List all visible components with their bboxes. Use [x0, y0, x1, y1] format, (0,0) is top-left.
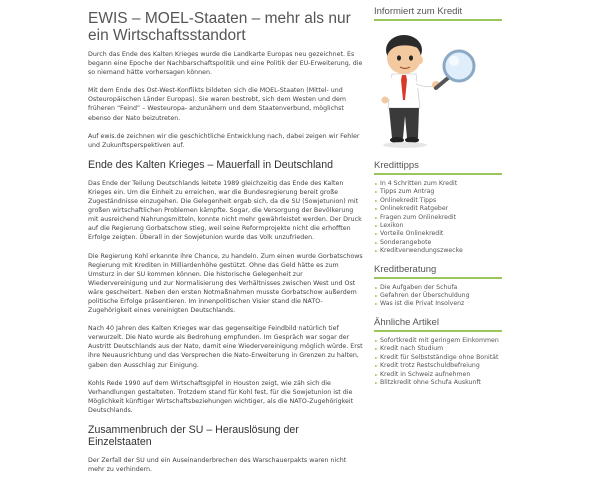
- sidebar-link[interactable]: Blitzkredit ohne Schufa Auskunft: [374, 379, 502, 387]
- sidebar-link[interactable]: Kredit nach Studium: [374, 345, 502, 353]
- sidebar-link[interactable]: Kredit trotz Restschuldbefreiung: [374, 362, 502, 370]
- sidebar-link[interactable]: Sonderangebote: [374, 239, 502, 247]
- section-paragraph: Der Zerfall der SU und ein Auseinanderbrechen des Warschauerpakts waren nicht mehr zu verhindern.: [88, 457, 347, 474]
- section-paragraph: Kohls Rede 1990 auf dem Wirtschaftsgipfel in Houston zeigt, wie zäh sich die Verhandlungen gestalteten. Trotzdem stand für Kohl fest, für die Sowjetunion ist die Möglichkeit künftiger Wirtschaftsbeziehungen wichtiger, als die NATO-Zugehörigkeit Deutschlands.: [88, 379, 354, 414]
- sidebar-link[interactable]: In 4 Schritten zum Kredit: [374, 180, 502, 188]
- sidebar-link[interactable]: Fragen zum Onlinekredit: [374, 214, 502, 222]
- related-list: [374, 337, 502, 387]
- sidebar-link[interactable]: Kreditverwendungszwecke: [374, 247, 502, 255]
- intro-paragraph: Mit dem Ende des Ost-West-Konflikts bildeten sich die MOEL-Staaten (Mittel- und Osteuropäischen Länder Europas). Sie waren bestrebt, sich dem Westen und dem früheren “Feind” – Westeuropa- anzunähern und dem Staatenverbund, möglichst ebenso der Nato beizutreten.: [88, 87, 346, 122]
- sidebar-link[interactable]: Was ist die Privat Insolvenz: [374, 300, 502, 308]
- sidebar-link[interactable]: Kredit in Schweiz aufnehmen: [374, 371, 502, 379]
- sidebar-heading-tips: Kredittipps: [374, 160, 502, 175]
- sidebar: [374, 6, 502, 395]
- sidebar-link[interactable]: Gefahren der Überschuldung: [374, 292, 502, 300]
- page-title: EWIS – MOEL-Staaten – mehr als nur ein Wirtschaftsstandort: [88, 10, 351, 44]
- tips-list: [374, 180, 502, 256]
- sidebar-link[interactable]: Sofortkredit mit geringem Einkommen: [374, 337, 502, 345]
- businessman-magnifier-illustration: [374, 26, 502, 156]
- section-paragraph: Die Regierung Kohl erkannte ihre Chance, zu handeln. Zum einen wurde Gorbatschows Regierung mit Krediten in Milliardenhöhe gestützt. Ohne das Geld hätte es zum Umsturz in der SU kommen können. Die historische Gelegenheit zur Wiedervereinigung und zur Normalisierung des Verhältnisses zwischen West und Ost wäre gescheitert. Neben den ersten Notmaßnahmen musste Gorbatschow außerdem politische Erfolge präsentieren. Im innenpolitischen Visier stand die NATO-Zugehörigkeit eines vereinigten Deutschlands.: [88, 252, 363, 315]
- sidebar-link[interactable]: Vorteile Onlinekredit: [374, 230, 502, 238]
- intro-paragraph: Auf ewis.de zeichnen wir die geschichtliche Entwicklung nach, dabei zeigen wir Fehler und Zukunftsperspektiven auf.: [88, 132, 360, 149]
- section-heading: Ende des Kalten Krieges – Mauerfall in Deutschland: [88, 158, 333, 171]
- section-heading: Zusammenbruch der SU – Herauslösung der Einzelstaaten: [88, 424, 299, 448]
- sidebar-link[interactable]: Onlinekredit Ratgeber: [374, 205, 502, 213]
- sidebar-heading-informed: Informiert zum Kredit: [374, 6, 502, 21]
- intro-paragraph: Durch das Ende des Kalten Krieges wurde die Landkarte Europas neu gezeichnet. Es begann eine Epoche der Nachbarschaftspolitik und eine Politik der EU-Erweiterung, die so niemand hätte vorhersagen können.: [88, 51, 363, 77]
- sidebar-heading-related: Ähnliche Artikel: [374, 317, 502, 332]
- sidebar-link[interactable]: Onlinekredit Tipps: [374, 197, 502, 205]
- sidebar-link[interactable]: Die Aufgaben der Schufa: [374, 284, 502, 292]
- article: [88, 10, 364, 483]
- section-paragraph: Nach 40 Jahren des Kalten Krieges war das gegenseitige Feindbild natürlich tief verwurzelt. Die Nato wurde als Bedrohung empfunden. Im Gespräch war sogar der Austritt Deutschlands aus der Nato, damit eine Wiedervereinigung möglich würde. Erst ihre Neuausrichtung und das Versprechen die Nato-Erweiterung in Grenzen zu halten, gaben den Ausschlag zur Einigung.: [88, 325, 363, 369]
- section-paragraph: Das Ende der Teilung Deutschlands leitete 1989 gleichzeitig das Ende des Kalten Krieges ein. Um die Einheit zu erreichen, war die Bundesregierung bereit große Zugeständnisse einzugehen. Die Gelegenheit ergab sich, da die SU (Sowjetunion) mit großen wirtschaftlichen Problemen kämpfte. Sogar, die Versorgung der Bevölkerung mit ausreichend Nahrungsmitteln, konnte nicht mehr gewährleistet werden. Der Druck auf die Regierung Gorbatschow stieg, weil seine Reformprojekte nicht die erhofften Erfolge zeigten. Überall in der Sowjetunion wurde das Volk unzufrieden.: [88, 179, 362, 242]
- advice-list: [374, 284, 502, 309]
- sidebar-heading-advice: Kreditberatung: [374, 264, 502, 279]
- sidebar-link[interactable]: Lexikon: [374, 222, 502, 230]
- sidebar-link[interactable]: Tipps zum Antrag: [374, 188, 502, 196]
- sidebar-link[interactable]: Kredit für Selbstständige ohne Bonität: [374, 354, 502, 362]
